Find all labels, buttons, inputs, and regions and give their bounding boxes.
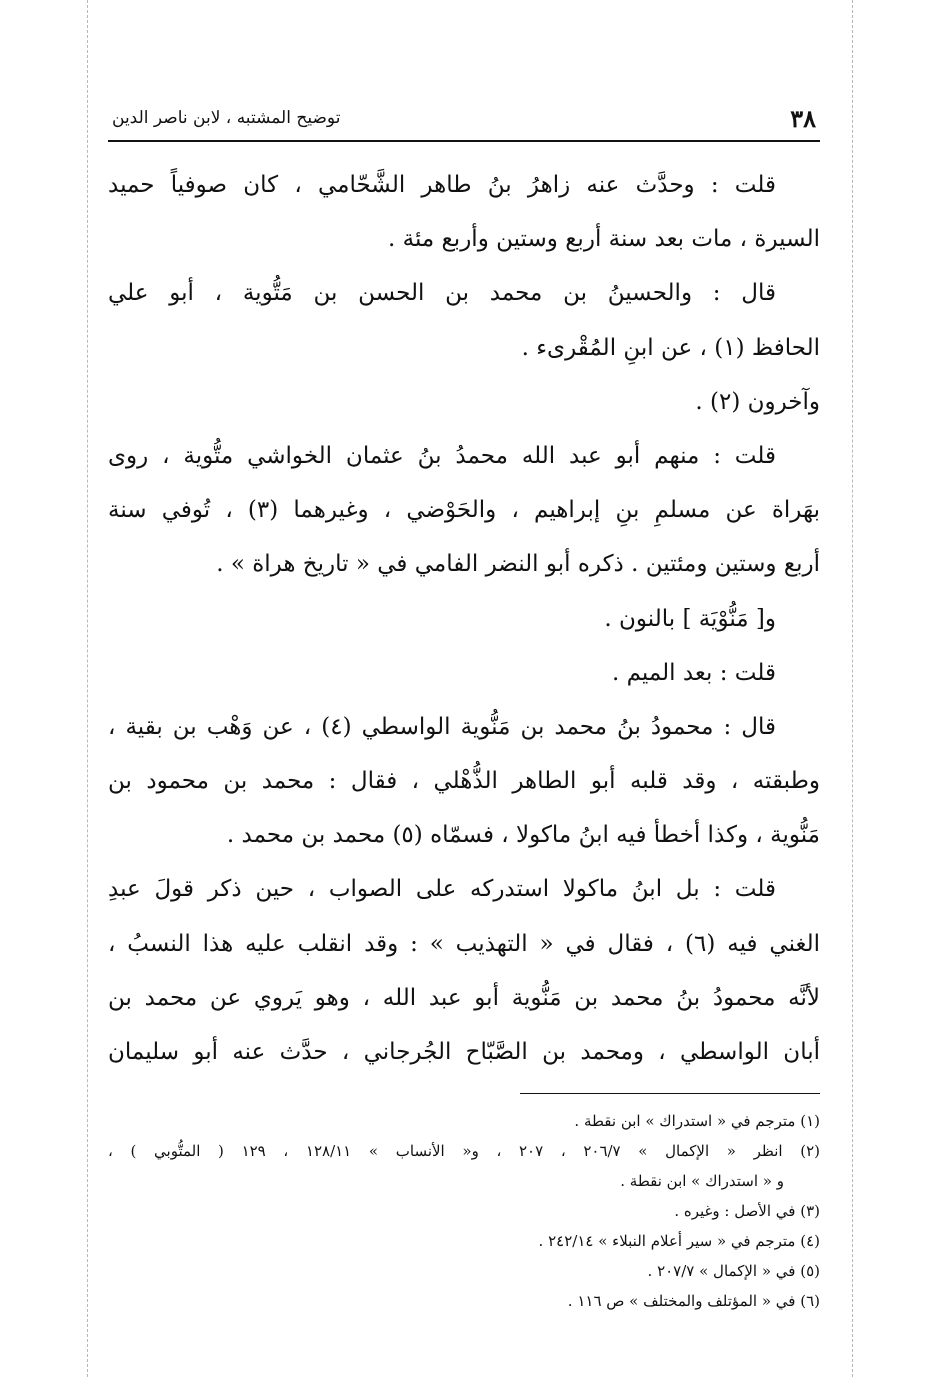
body-line: قلت : بل ابنُ ماكولا استدركه على الصواب ، حين ذكر قولَ عبدِ [108, 876, 776, 903]
body-line: قال : والحسينُ بن محمد بن الحسن بن مَتُّوية ، أبو علي [108, 280, 776, 307]
footnote-continuation: و « استدراك » ابن نقطة . [620, 1172, 784, 1191]
footnote: (٥) في « الإكمال » ٢٠٧/٧ . [647, 1262, 820, 1281]
body-line: و[ مَنُّوْيَة ] بالنون . [604, 605, 776, 632]
right-margin-guide [852, 0, 853, 1377]
body-text [108, 158, 820, 1079]
footnote: (٦) في « المؤتلف والمختلف » ص ١١٦ . [567, 1292, 820, 1311]
body-line: قال : محمودُ بنُ محمد بن مَنُّوية الواسطي (٤) ، عن وَهْب بن بقية ، [108, 713, 776, 740]
body-line: قلت : منهم أبو عبد الله محمدُ بنُ عثمان الخواشي متُّوية ، روى [108, 442, 776, 469]
page-header [108, 100, 820, 142]
body-line: قلت : وحدَّث عنه زاهرُ بنُ طاهر الشَّحّامي ، كان صوفياً حميد [108, 172, 776, 198]
running-title: توضيح المشتبه ، لابن ناصر الدين [112, 108, 341, 128]
body-line: وآخرون (٢) . [695, 388, 820, 415]
footnote: (٣) في الأصل : وغيره . [674, 1202, 820, 1221]
book-page [108, 100, 820, 1316]
footnote-separator [520, 1093, 820, 1094]
body-line: الحافظ (١) ، عن ابنِ المُقْرىء . [521, 334, 820, 361]
footnote: (٤) مترجم في « سير أعلام النبلاء » ٢٤٢/١٤ . [538, 1232, 820, 1251]
body-line: بهَراة عن مسلمِ بنِ إبراهيم ، والحَوْضي ، وغيرهما (٣) ، تُوفي سنة [108, 497, 820, 524]
body-line: قلت : بعد الميم . [611, 659, 776, 686]
footnote: (٢) انظر « الإكمال » ٢٠٦/٧ ، ٢٠٧ ، و« الأنساب » ١٢٨/١١ ، ١٢٩ ( المتُّوبي ) ، [108, 1142, 820, 1161]
left-margin-guide [87, 0, 88, 1377]
page-number: ٣٨ [790, 104, 816, 133]
body-line: أربع وستين ومئتين . ذكره أبو النضر الفامي في « تاريخ هراة » . [216, 551, 820, 578]
body-line: السيرة ، مات بعد سنة أربع وستين وأربع مئة . [388, 226, 820, 253]
body-line: مَنُّوية ، وكذا أخطأ فيه ابنُ ماكولا ، فسمّاه (٥) محمد بن محمد . [226, 822, 820, 849]
body-line: وطبقته ، وقد قلبه أبو الطاهر الذُّهْلي ، فقال : محمد بن محمود بن [108, 768, 820, 795]
body-line: لأنَّه محمودُ بنُ محمد بن مَنُّوية أبو عبد الله ، وهو يَروي عن محمد بن [108, 984, 820, 1011]
body-line: الغني فيه (٦) ، فقال في « التهذيب » : وقد انقلب عليه هذا النسبُ ، [108, 930, 820, 957]
body-line: أبان الواسطي ، ومحمد بن الصَّبّاح الجُرجاني ، حدَّث عنه أبو سليمان [108, 1039, 820, 1065]
footnote: (١) مترجم في « استدراك » ابن نقطة . [574, 1112, 820, 1131]
footnotes [108, 1106, 820, 1316]
